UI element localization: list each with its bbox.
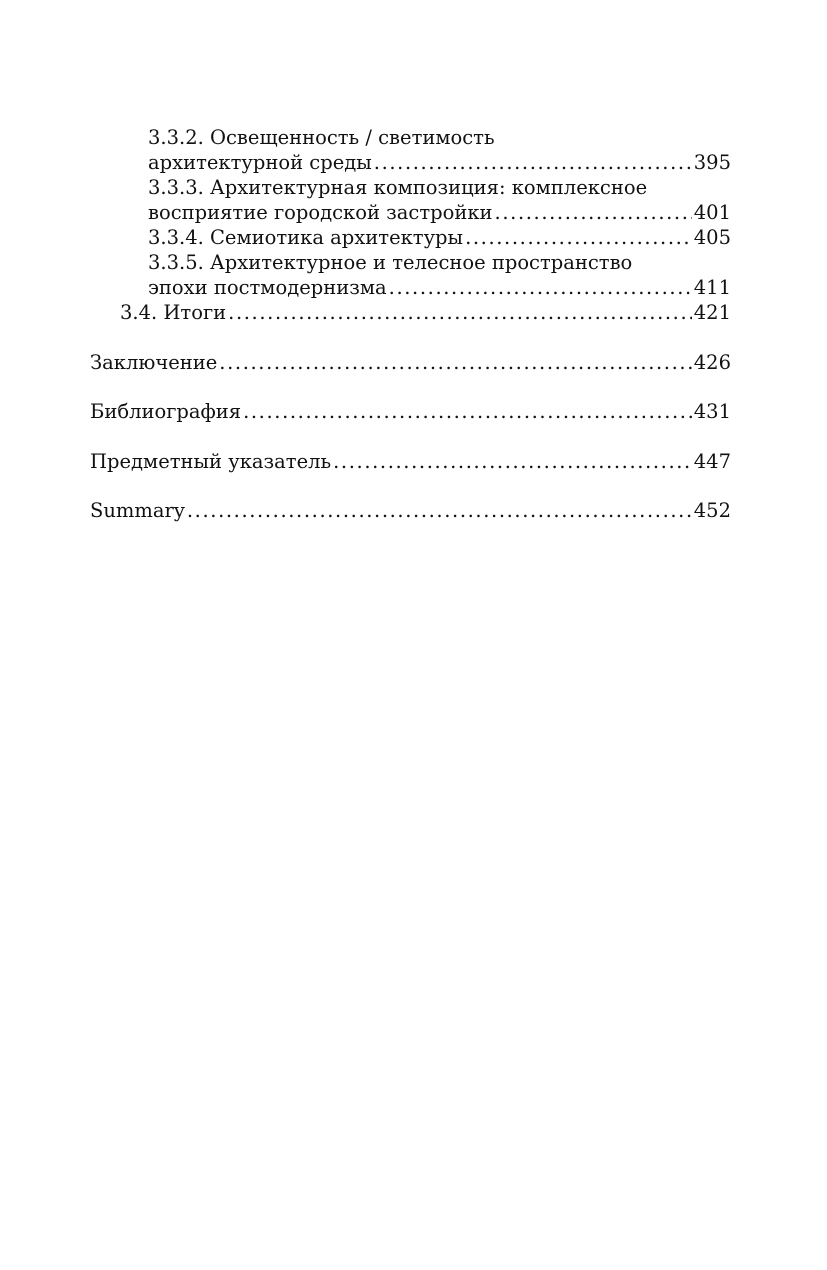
dot-leader <box>333 449 692 474</box>
toc-entry-title-line: восприятие городской застройки <box>148 201 493 224</box>
toc-entry-title-line: эпохи постмодернизма <box>148 276 387 299</box>
toc-entry-3-3-2[interactable] <box>90 125 731 175</box>
toc-page-number: 447 <box>693 449 731 473</box>
toc-entry-summary[interactable] <box>90 498 731 523</box>
toc-page-number: 401 <box>693 201 731 224</box>
table-of-contents <box>90 125 731 523</box>
toc-entry-subject-index[interactable] <box>90 449 731 474</box>
toc-entry-conclusion[interactable] <box>90 350 731 375</box>
dot-leader <box>374 150 692 175</box>
toc-page-number: 421 <box>693 301 731 324</box>
toc-entry-title-line: Заключение <box>90 350 218 374</box>
dot-leader <box>465 225 692 250</box>
toc-page-number: 426 <box>693 350 731 374</box>
dot-leader <box>389 275 692 300</box>
toc-entry-3-3-4[interactable] <box>90 225 731 250</box>
toc-entry-title-line: 3.3.3. Архитектурная композиция: комплексное <box>148 176 648 199</box>
toc-entry-title-line: Summary <box>90 499 185 522</box>
toc-entry-3-3-3[interactable] <box>90 175 731 225</box>
toc-entry-3-3-5[interactable] <box>90 250 731 300</box>
dot-leader <box>219 350 691 375</box>
toc-entry-title-line: 3.4. Итоги <box>120 301 227 324</box>
toc-entry-title-line: Предметный указатель <box>90 449 332 473</box>
toc-page-number: 452 <box>693 499 731 522</box>
dot-leader <box>228 300 692 325</box>
toc-page-number: 395 <box>693 151 731 174</box>
toc-entry-title-line: 3.3.5. Архитектурное и телесное пространство <box>148 251 633 274</box>
toc-entry-3-4[interactable] <box>90 300 731 325</box>
toc-entry-title-line: 3.3.4. Семиотика архитектуры <box>148 226 464 249</box>
toc-page-number: 431 <box>693 400 731 423</box>
toc-entry-title-line: архитектурной среды <box>148 151 372 174</box>
toc-entry-title-line: 3.3.2. Освещенность / светимость <box>148 126 495 149</box>
toc-page-number: 405 <box>693 226 731 249</box>
dot-leader <box>187 498 692 523</box>
toc-entry-bibliography[interactable] <box>90 399 731 424</box>
toc-page-number: 411 <box>693 276 731 299</box>
dot-leader <box>243 399 692 424</box>
toc-entry-title-line: Библиография <box>90 400 242 423</box>
dot-leader <box>495 200 692 225</box>
